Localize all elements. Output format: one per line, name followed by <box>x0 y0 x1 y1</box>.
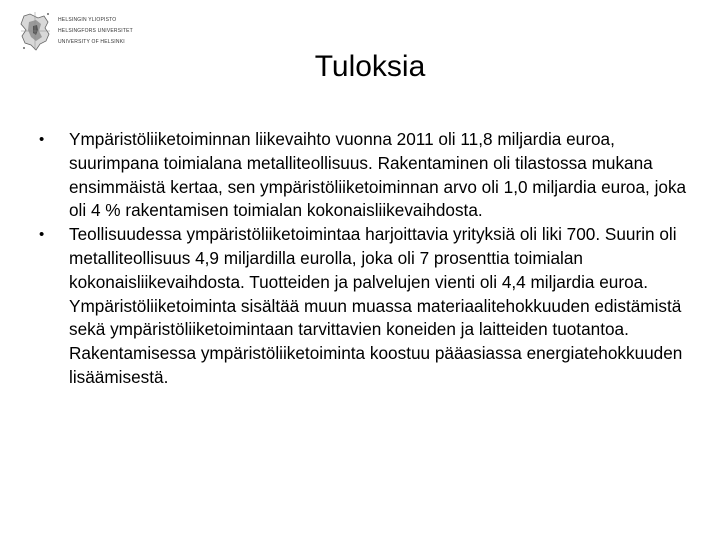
university-logo <box>18 10 133 52</box>
bullet-list <box>36 128 700 390</box>
university-crest-icon <box>18 10 54 52</box>
slide-title: Tuloksia <box>314 50 426 83</box>
logo-text-line: HELSINGIN YLIOPISTO <box>58 17 117 23</box>
bullet-item <box>36 223 700 390</box>
bullet-text: Teollisuudessa ympäristöliiketoimintaa harjoittavia yrityksiä oli liki 700. Suurin oli metalliteollisuus 4,9 miljardilla eurolla, joka oli 7 prosenttia toimialan kokonaisliikevaihdosta. Tuotteiden ja palvelujen vienti oli 4,4 miljardia euroa. Ympäristöliiketoiminta sisältää muun muassa materiaalitehokkuuden edistämistä sekä ympäristöliiketoimintaan tarvittavien koneiden ja laitteiden tuotantoa. Rakentamisessa ympäristöliiketoiminta koostuu pääasiassa energiatehokkuuden lisäämisestä. <box>69 224 683 387</box>
bullet-marker: • <box>39 131 45 148</box>
logo-text-line: HELSINGFORS UNIVERSITET <box>58 28 133 34</box>
bullet-marker: • <box>39 226 45 244</box>
bullet-item <box>36 128 700 223</box>
bullet-text: Ympäristöliiketoiminnan liikevaihto vuonna 2011 oli 11,8 miljardia euroa, suurimpana toimialana metalliteollisuus. Rakentaminen oli tilastossa mukana ensimmäistä kertaa, sen ympäristöliiketoiminnan arvo oli 1,0 miljardia euroa, joka oli 4 % rakentamisen toimialan kokonaisliikevaihdosta. <box>69 129 687 221</box>
logo-text-line: UNIVERSITY OF HELSINKI <box>58 39 125 45</box>
